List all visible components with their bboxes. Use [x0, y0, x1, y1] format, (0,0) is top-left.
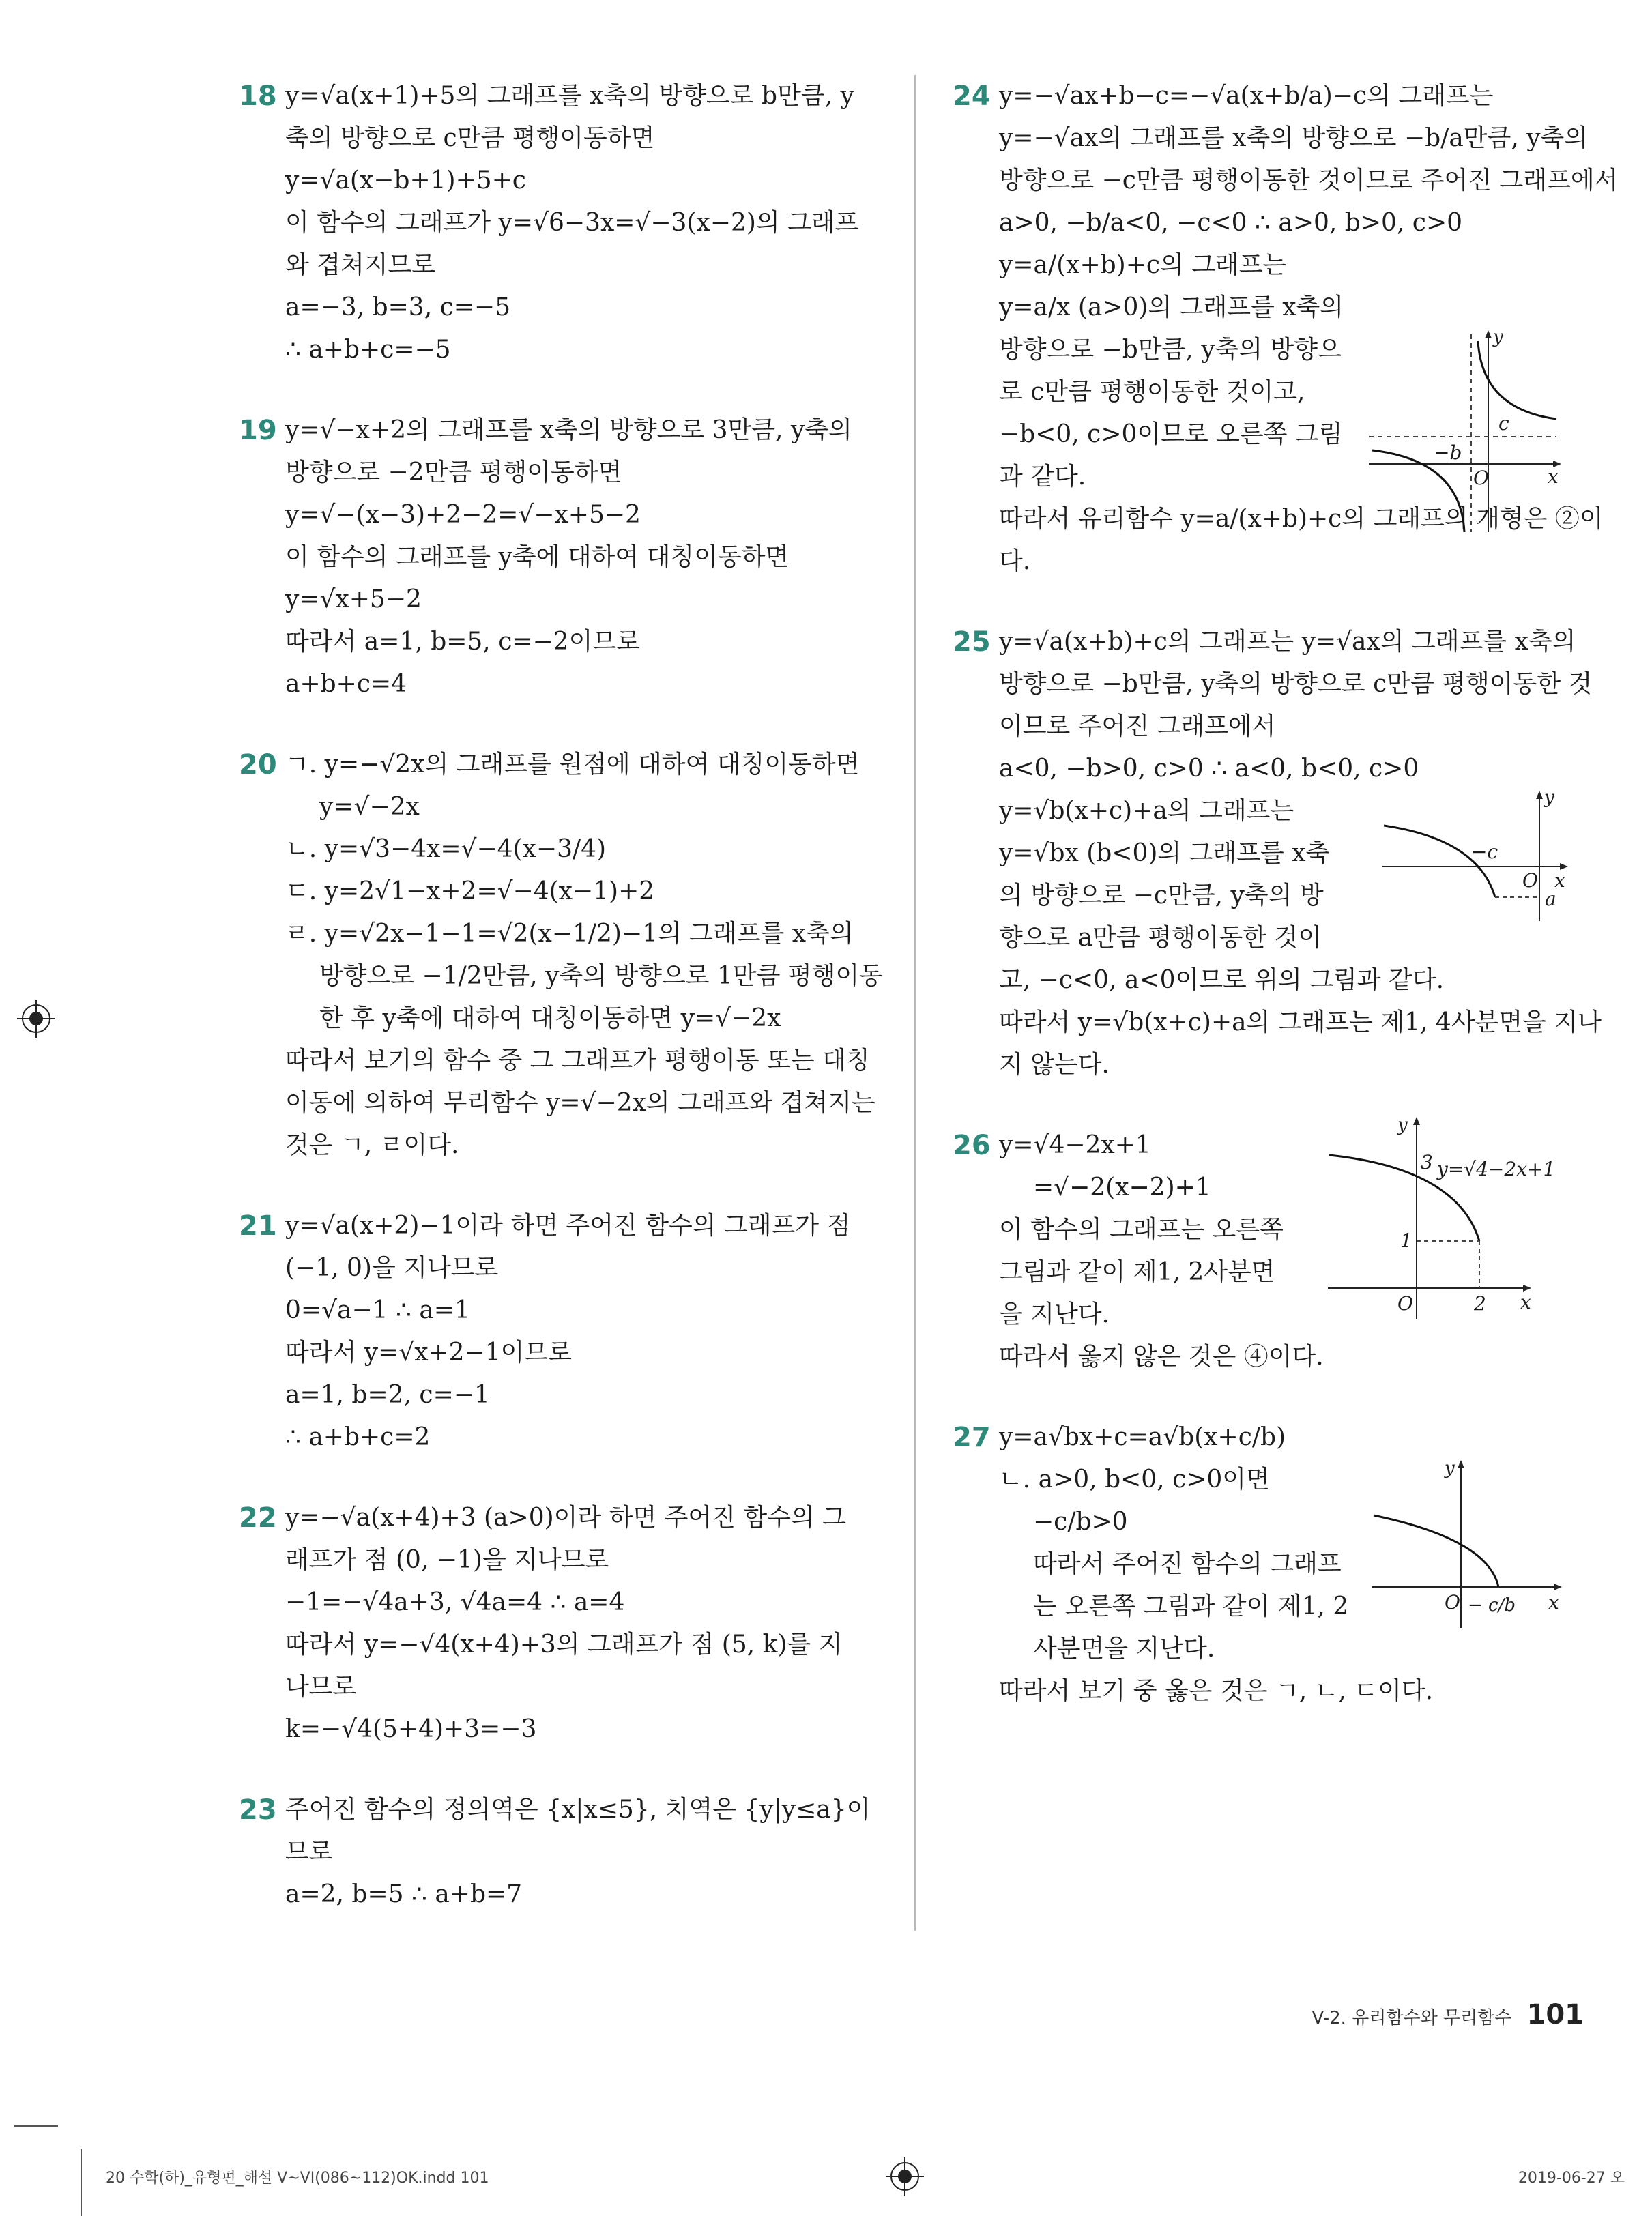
problem-25: [953, 621, 1602, 1086]
solution-line: 따라서 y=√x+2−1이므로: [285, 1339, 572, 1367]
solution-line: ㄷ. y=2√1−x+2=√−4(x−1)+2: [285, 877, 655, 905]
x-axis-label: x: [1548, 465, 1559, 488]
solution-line: 는 오른쪽 그림과 같이 제1, 2: [1033, 1592, 1349, 1620]
y-axis-label: y: [1445, 1458, 1455, 1478]
problem-number: 27: [953, 1422, 991, 1453]
solution-line: 이 함수의 그래프를 y축에 대하여 대칭이동하면: [285, 543, 789, 571]
solution-line: 방향으로 −1/2만큼, y축의 방향으로 1만큼 평행이동: [319, 962, 883, 990]
problem-20: [239, 744, 883, 1167]
graph-24-hyperbola: [1362, 327, 1567, 542]
solution-line: 한 후 y축에 대하여 대칭이동하면 y=√−2x: [319, 1004, 781, 1032]
solution-line: y=−√ax+b−c=−√a(x+b/a)−c의 그래프는: [999, 82, 1494, 110]
solution-line: −1=−√4a+3, √4a=4 ∴ a=4: [285, 1588, 625, 1616]
solution-line: 이므로 주어진 그래프에서: [999, 712, 1276, 740]
solution-line: a=2, b=5 ∴ a+b=7: [285, 1880, 523, 1908]
solution-line: a<0, −b>0, c>0 ∴ a<0, b<0, c>0: [999, 755, 1419, 783]
graph-26-sqrt: [1321, 1114, 1594, 1328]
solution-line: 을 지난다.: [999, 1300, 1110, 1328]
origin-label: O: [1445, 1591, 1460, 1614]
solution-line: 따라서 옳지 않은 것은 ④이다.: [999, 1343, 1324, 1371]
problem-23: [239, 1789, 880, 1916]
problem-number: 24: [953, 81, 991, 112]
solution-line: 방향으로 −c만큼 평행이동한 것이므로 주어진 그래프에서: [999, 166, 1619, 194]
x-intercept-label: − c/b: [1468, 1595, 1516, 1616]
solution-line: 따라서 y=√b(x+c)+a의 그래프는 제1, 4사분면을 지나: [999, 1008, 1602, 1036]
solution-line: 따라서 주어진 함수의 그래프: [1033, 1550, 1342, 1578]
solution-line: 방향으로 −b만큼, y축의 방향으로 c만큼 평행이동한 것: [999, 670, 1593, 698]
solution-line: 방향으로 −2만큼 평행이동하면: [285, 458, 622, 486]
y-axis-label: y: [1493, 327, 1503, 347]
solution-line: y=a/x (a>0)의 그래프를 x축의: [999, 293, 1344, 321]
solution-line: a=−3, b=3, c=−5: [285, 293, 510, 321]
problem-22: [239, 1497, 880, 1751]
problem-number: 20: [239, 749, 277, 781]
x-axis-label: x: [1520, 1291, 1531, 1313]
solution-line: 므로: [285, 1838, 333, 1866]
solution-line: k=−√4(5+4)+3=−3: [285, 1715, 537, 1743]
solution-line: y=√x+5−2: [285, 585, 422, 613]
problem-number: 19: [239, 415, 277, 446]
solution-line: y=−√ax의 그래프를 x축의 방향으로 −b/a만큼, y축의: [999, 124, 1589, 152]
solution-line: y=√b(x+c)+a의 그래프는: [999, 797, 1294, 825]
crop-mark: [14, 2125, 58, 2127]
solution-line: y=√−(x−3)+2−2=√−x+5−2: [285, 501, 641, 529]
solution-line: 이 함수의 그래프가 y=√6−3x=√−3(x−2)의 그래프: [285, 209, 859, 237]
solution-line: 것은 ㄱ, ㄹ이다.: [285, 1131, 459, 1159]
origin-label: O: [1397, 1292, 1413, 1315]
solution-line: 그림과 같이 제1, 2사분면: [999, 1258, 1275, 1286]
problem-number: 25: [953, 626, 991, 658]
solution-line: 고, −c<0, a<0이므로 위의 그림과 같다.: [999, 966, 1445, 994]
chapter-title: V-2. 유리함수와 무리함수: [1312, 2008, 1512, 2028]
shift-c-label: −c: [1471, 841, 1498, 863]
solution-line: y=√a(x+2)−1이라 하면 주어진 함수의 그래프가 점: [285, 1212, 851, 1240]
solution-line: 과 같다.: [999, 463, 1086, 491]
solution-line: y=a/(x+b)+c의 그래프는: [999, 251, 1287, 279]
solution-line: 사분면을 지난다.: [1033, 1635, 1215, 1663]
solution-line: y=√4−2x+1: [999, 1131, 1151, 1159]
solution-line: y=−√a(x+4)+3 (a>0)이라 하면 주어진 함수의 그: [285, 1504, 846, 1532]
solution-line: 방향으로 −b만큼, y축의 방향으: [999, 336, 1342, 364]
crop-mark: [81, 2149, 82, 2216]
solution-line: ∴ a+b+c=−5: [285, 336, 451, 364]
solution-line: y=√bx (b<0)의 그래프를 x축: [999, 839, 1330, 867]
solution-line: a>0, −b/a<0, −c<0 ∴ a>0, b>0, c>0: [999, 209, 1463, 237]
solution-line: 따라서 유리함수 y=a/(x+b)+c의 그래프의 개형은 ②이: [999, 505, 1604, 533]
asymptote-b-label: −b: [1434, 441, 1462, 464]
solution-line: 래프가 점 (0, −1)을 지나므로: [285, 1546, 609, 1574]
solution-line: 이동에 의하여 무리함수 y=√−2x의 그래프와 겹쳐지는: [285, 1089, 875, 1117]
solution-line: y=√a(x+1)+5의 그래프를 x축의 방향으로 b만큼, y: [285, 82, 854, 110]
solution-line: −c/b>0: [1033, 1508, 1128, 1536]
problem-21: [239, 1205, 880, 1459]
page-footer: [1312, 1999, 1584, 2030]
tick-1-label: 1: [1400, 1229, 1412, 1252]
slug-date: 2019-06-27 오: [1518, 2170, 1625, 2187]
solution-line: y=√a(x−b+1)+5+c: [285, 166, 526, 194]
origin-label: O: [1473, 467, 1489, 489]
solution-line: 따라서 보기의 함수 중 그 그래프가 평행이동 또는 대칭: [285, 1047, 870, 1075]
solution-line: 지 않는다.: [999, 1051, 1110, 1079]
solution-line: 향으로 a만큼 평행이동한 것이: [999, 924, 1322, 952]
y-axis-label: y: [1544, 788, 1554, 808]
solution-line: ∴ a+b+c=2: [285, 1423, 431, 1451]
registration-mark-icon: [886, 2157, 924, 2196]
solution-line: ㄴ. y=√3−4x=√−4(x−3/4): [285, 835, 607, 863]
problem-26: [953, 1115, 1594, 1378]
solution-line: 와 겹쳐지므로: [285, 251, 436, 279]
graph-25-sqrt: [1376, 788, 1574, 927]
y-intercept-label: 3: [1421, 1151, 1433, 1173]
solution-line: =√−2(x−2)+1: [1033, 1173, 1211, 1201]
solution-line: ㄱ. y=−√2x의 그래프를 원점에 대하여 대칭이동하면: [285, 750, 860, 778]
shift-a-label: a: [1545, 888, 1556, 910]
origin-label: O: [1522, 869, 1538, 892]
x-axis-label: x: [1554, 869, 1565, 892]
solution-line: 의 방향으로 −c만큼, y축의 방: [999, 881, 1324, 909]
left-column: [239, 75, 883, 1954]
problem-number: 21: [239, 1210, 277, 1242]
solution-line: 이 함수의 그래프는 오른쪽: [999, 1216, 1284, 1244]
page-number: 101: [1526, 1999, 1584, 2030]
problem-24: [953, 75, 1619, 583]
solution-line: −b<0, c>0이므로 오른쪽 그림: [999, 420, 1343, 448]
solution-line: y=√a(x+b)+c의 그래프는 y=√ax의 그래프를 x축의: [999, 628, 1576, 656]
solution-line: 축의 방향으로 c만큼 평행이동하면: [285, 124, 655, 152]
tick-2-label: 2: [1474, 1292, 1486, 1315]
function-label: y=√4−2x+1: [1437, 1158, 1556, 1180]
problem-number: 26: [953, 1130, 991, 1161]
column-divider: [914, 75, 916, 1931]
solution-line: 따라서 y=−√4(x+4)+3의 그래프가 점 (5, k)를 지: [285, 1631, 843, 1659]
solution-line: 나므로: [285, 1673, 357, 1701]
solution-line: y=√−x+2의 그래프를 x축의 방향으로 3만큼, y축의: [285, 416, 852, 444]
solution-line: ㄴ. a>0, b<0, c>0이면: [999, 1466, 1270, 1493]
solution-line: y=a√bx+c=a√b(x+c/b): [999, 1423, 1286, 1451]
solution-line: 0=√a−1 ∴ a=1: [285, 1296, 470, 1324]
problem-19: [239, 409, 880, 705]
solution-line: 주어진 함수의 정의역은 {x|x≤5}, 치역은 {y|y≤a}이: [285, 1796, 871, 1824]
slug-filename: 20 수학(하)_유형편_해설 V~VI(086~112)OK.indd 101: [106, 2170, 489, 2187]
solution-line: 다.: [999, 547, 1031, 575]
solution-line: ㄹ. y=√2x−1−1=√2(x−1/2)−1의 그래프를 x축의: [285, 920, 854, 948]
solution-line: 로 c만큼 평행이동한 것이고,: [999, 378, 1305, 406]
problem-number: 23: [239, 1794, 277, 1826]
solution-line: y=√−2x: [319, 793, 420, 821]
x-axis-label: x: [1548, 1591, 1559, 1614]
solution-line: 따라서 a=1, b=5, c=−2이므로: [285, 628, 640, 656]
problem-number: 22: [239, 1502, 277, 1534]
asymptote-c-label: c: [1498, 412, 1509, 435]
registration-mark-icon: [17, 1000, 55, 1038]
solution-line: a=1, b=2, c=−1: [285, 1381, 490, 1409]
solution-line: 따라서 보기 중 옳은 것은 ㄱ, ㄴ, ㄷ이다.: [999, 1677, 1434, 1705]
solution-line: a+b+c=4: [285, 670, 407, 698]
problem-number: 18: [239, 81, 277, 112]
problem-27: [953, 1416, 1594, 1712]
y-axis-label: y: [1397, 1115, 1408, 1135]
problem-18: [239, 75, 880, 371]
solution-line: (−1, 0)을 지나므로: [285, 1254, 499, 1282]
right-column: [953, 75, 1619, 1751]
graph-27-sqrt: [1365, 1457, 1570, 1637]
